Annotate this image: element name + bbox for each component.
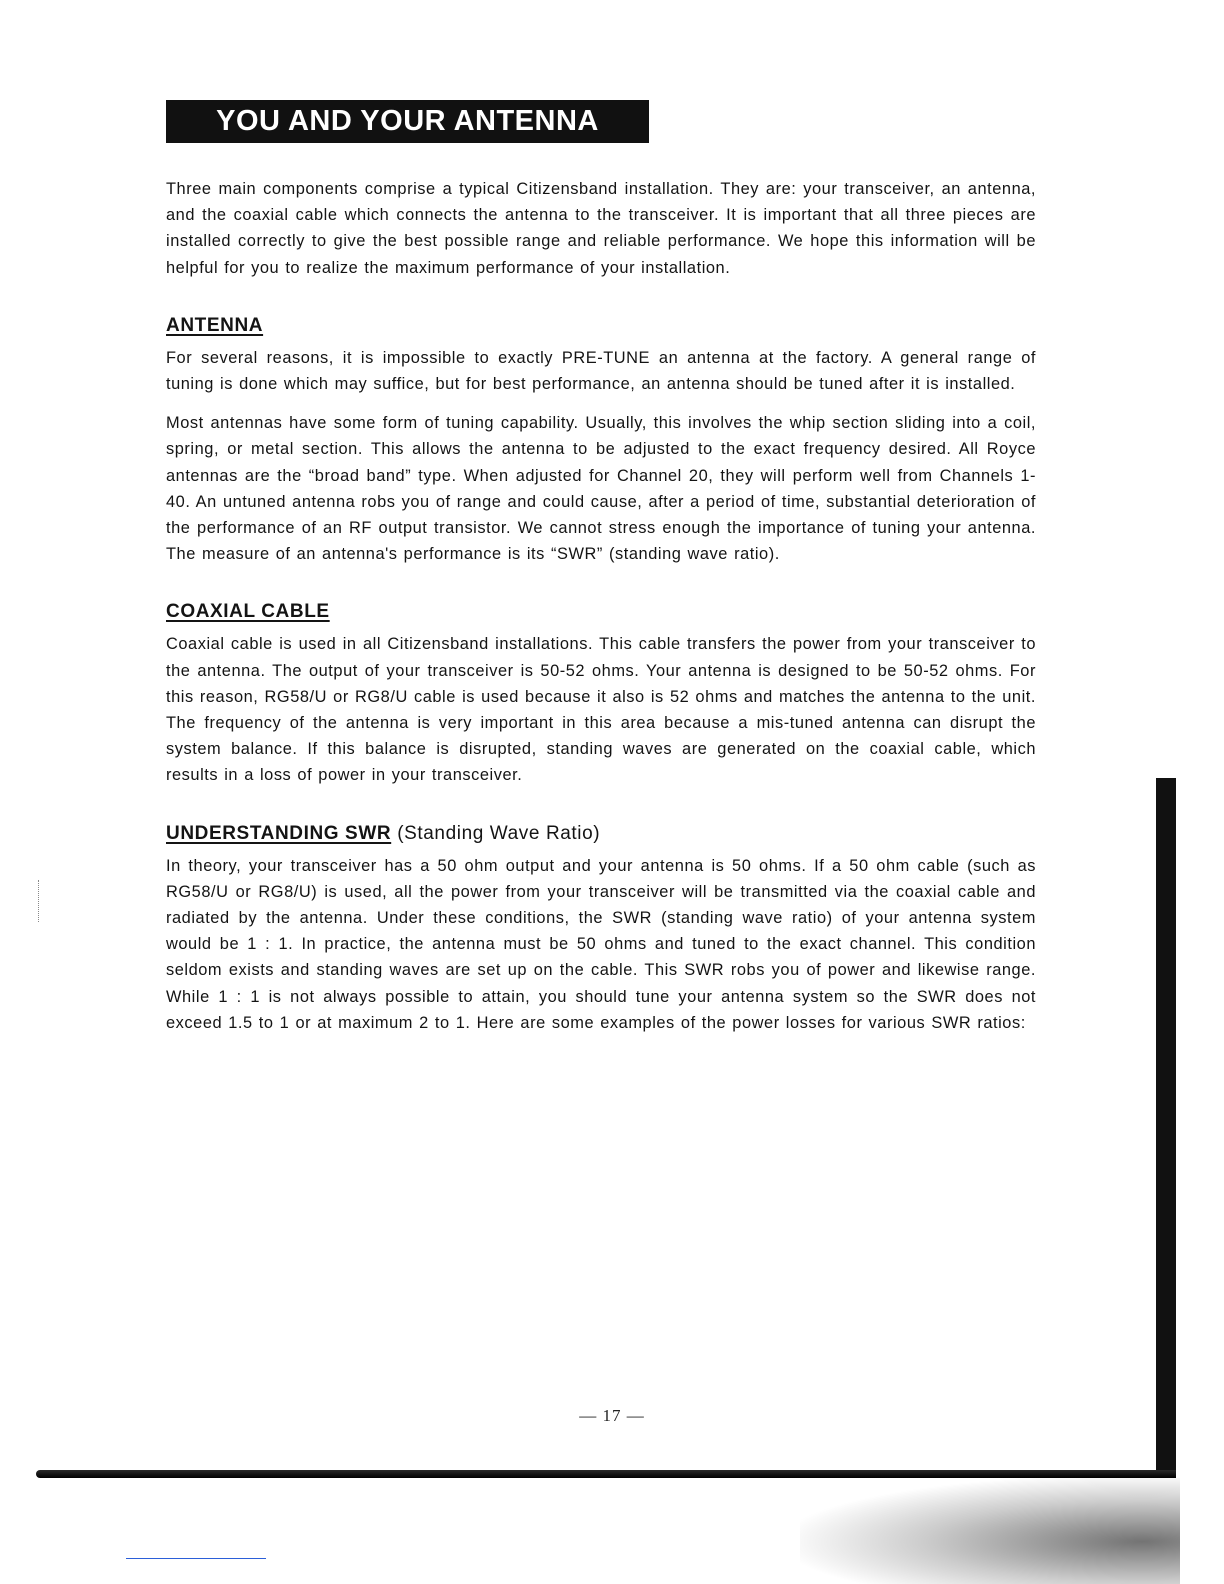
page-number: — 17 — (579, 1406, 645, 1425)
antenna-paragraph-1: For several reasons, it is impossible to exactly PRE-TUNE an antenna at the factory. A general range of tuning is done which may suffice, but for best performance, an antenna should be tuned after it is installed. (166, 348, 1036, 394)
antenna-paragraph-2: Most antennas have some form of tuning capability. Usually, this involves the whip section sliding into a coil, spring, or metal section. This allows the antenna to be adjusted to the exact frequency desired. All Royce antennas are the “broad band” type. When adjusted for Channel 20, they will perform well from Channels 1-40. An untuned antenna robs you of range and could cause, after a period of time, substantial deterioration of the performance of an RF output transistor. We cannot stress enough the importance of tuning your antenna. The measure of an antenna's performance is its “SWR” (standing wave ratio). (166, 414, 1036, 564)
scan-bottom-edge (36, 1470, 1176, 1478)
scan-binding-shadow (1156, 778, 1176, 1478)
swr-heading (166, 819, 1036, 849)
coaxial-cable-paragraph: Coaxial cable is used in all Citizensband installations. This cable transfers the power from your transceiver to the antenna. The output of your transceiver is 50-52 ohms. Your antenna is designed to be 50-52 ohms. For this reason, RG58/U or RG8/U cable is used because it also is 52 ohms and matches the antenna to the unit. The frequency of the antenna is very important in this area because a mis-tuned antenna can disrupt the system balance. If this balance is disrupted, standing waves are generated on the coaxial cable, which results in a loss of power in your transceiver. (166, 635, 1036, 785)
antenna-heading (166, 311, 1036, 341)
swr-paragraph: In theory, your transceiver has a 50 ohm output and your antenna is 50 ohms. If a 50 ohm cable (such as RG58/U or RG8/U) is used, all the power from your transceiver will be transmitted via the coaxial cable and radiated by the antenna. Under these conditions, the SWR (standing wave ratio) of your antenna system would be 1 : 1. In practice, the antenna must be 50 ohms and tuned to the exact channel. This condition seldom exists and standing waves are set up on the cable. This SWR robs you of power and likewise range. While 1 : 1 is not always possible to attain, you should tune your antenna system so the SWR does not exceed 1.5 to 1 or at maximum 2 to 1. Here are some examples of the power losses for various SWR ratios: (166, 856, 1036, 1032)
swr-heading-text: UNDERSTANDING SWR (166, 822, 392, 844)
bottom-rule-line (126, 1558, 266, 1559)
antenna-heading-text: ANTENNA (166, 314, 264, 336)
coaxial-cable-heading (166, 597, 1036, 627)
scan-corner-shading (800, 1478, 1180, 1584)
coaxial-cable-heading-text: COAXIAL CABLE (166, 601, 330, 623)
page-content (166, 176, 1036, 1036)
swr-heading-subtitle: (Standing Wave Ratio) (397, 822, 601, 844)
intro-paragraph: Three main components comprise a typical Citizensband installation. They are: your transceiver, an antenna, and the coaxial cable which connects the antenna to the transceiver. It is important that all three pieces are installed correctly to give the best possible range and reliable performance. We hope this information will be helpful for you to realize the maximum performance of your installation. (166, 180, 1036, 277)
scan-margin-marks (38, 880, 43, 922)
page-title: YOU AND YOUR ANTENNA (166, 100, 649, 143)
